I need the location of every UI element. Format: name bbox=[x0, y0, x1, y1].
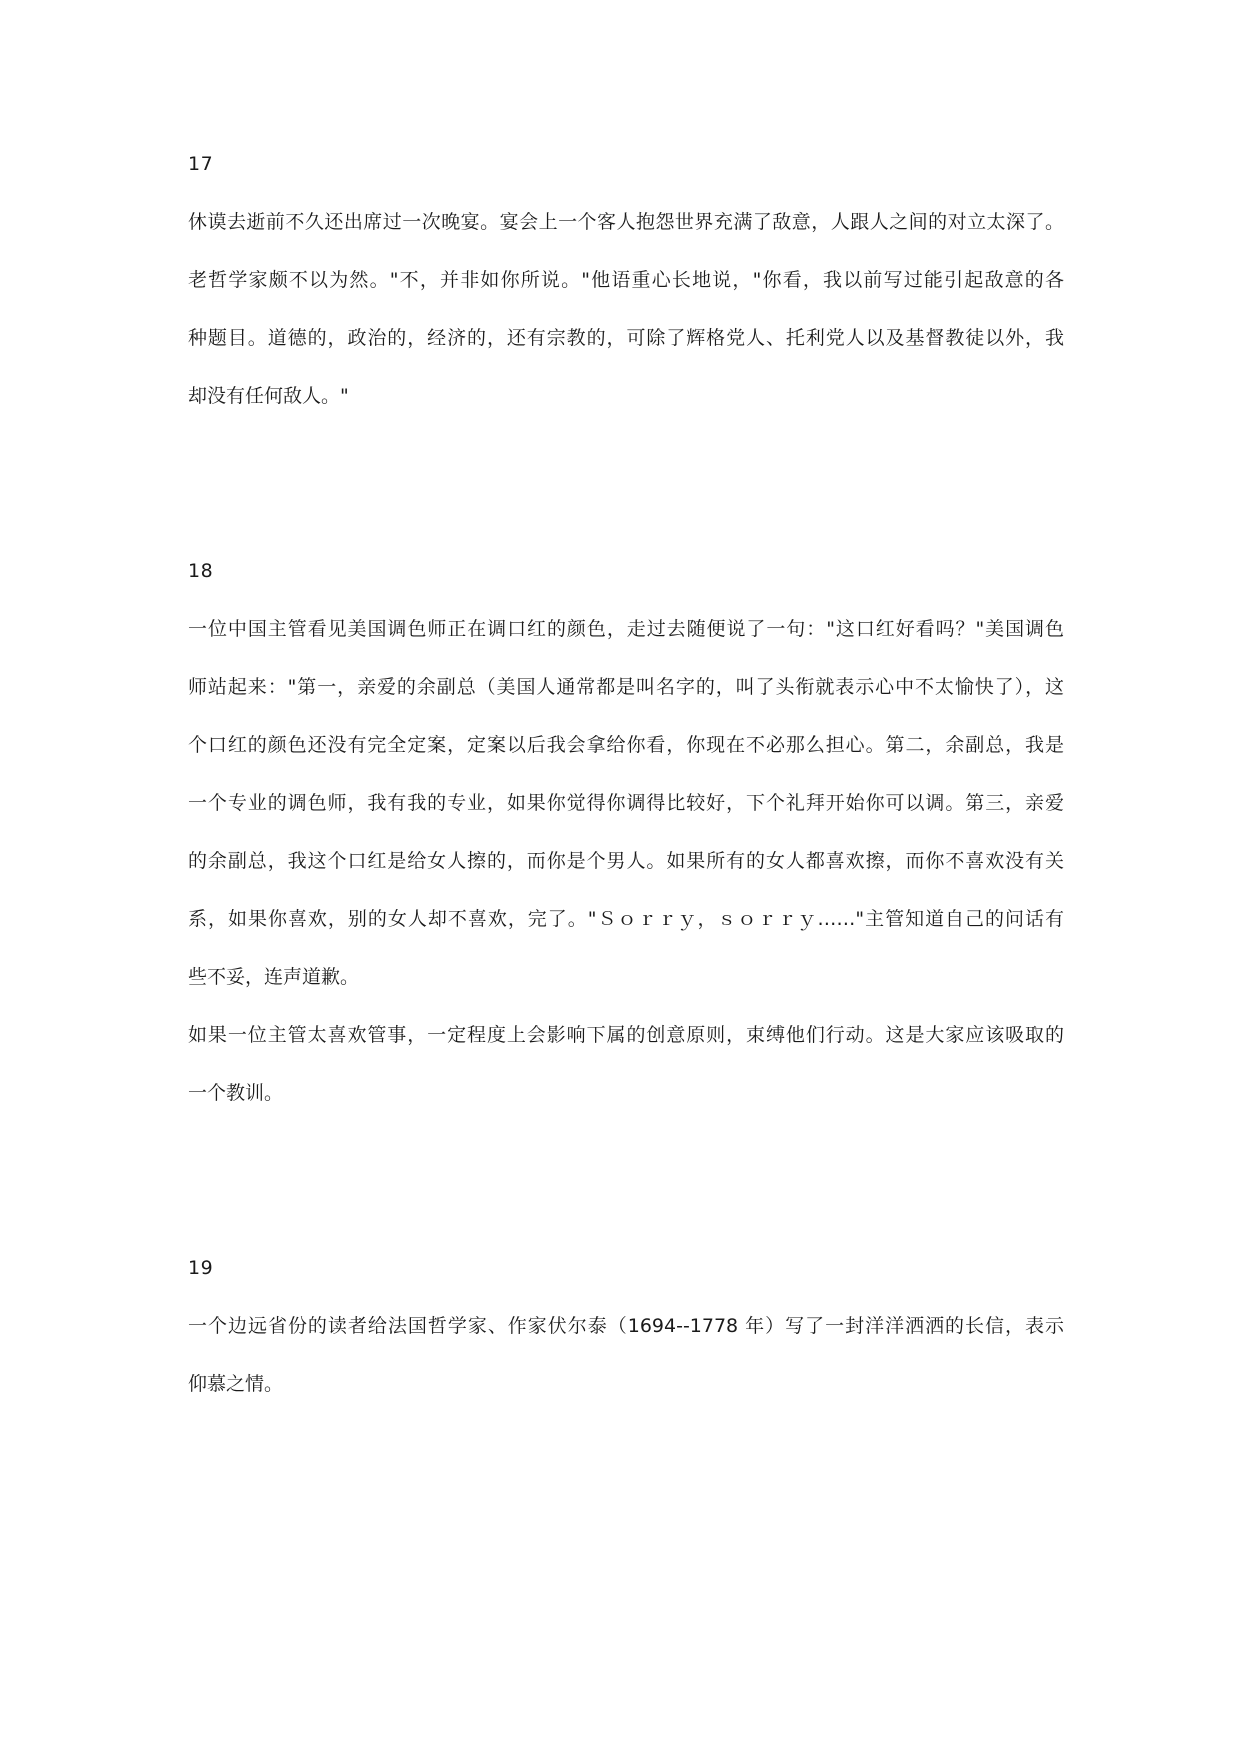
section-number-19: 19 bbox=[188, 1257, 214, 1279]
paragraph-line: 个口红的颜色还没有完全定案，定案以后我会拿给你看，你现在不必那么担心。第二，余副总，我是 bbox=[188, 734, 1064, 756]
paragraph-line: 休谟去逝前不久还出席过一次晚宴。宴会上一个客人抱怨世界充满了敌意，人跟人之间的对立太深了。 bbox=[188, 211, 1064, 233]
paragraph-line: 一个专业的调色师，我有我的专业，如果你觉得你调得比较好，下个礼拜开始你可以调。第三，亲爱 bbox=[188, 792, 1064, 814]
section-number-18: 18 bbox=[188, 560, 214, 582]
paragraph-line: 老哲学家颇不以为然。"不，并非如你所说。"他语重心长地说，"你看，我以前写过能引起敌意的各 bbox=[188, 269, 1064, 291]
paragraph-line: 一个边远省份的读者给法国哲学家、作家伏尔泰（1694--1778 年）写了一封洋洋洒洒的长信，表示 bbox=[188, 1315, 1064, 1337]
paragraph-line: 一个教训。 bbox=[188, 1082, 284, 1104]
paragraph-line: 些不妥，连声道歉。 bbox=[188, 966, 360, 988]
section-number-17: 17 bbox=[188, 153, 214, 175]
paragraph-line: 师站起来："第一，亲爱的余副总（美国人通常都是叫名字的，叫了头衔就表示心中不太愉快了），这 bbox=[188, 676, 1064, 698]
paragraph-line: 却没有任何敌人。" bbox=[188, 385, 349, 407]
paragraph-line: 如果一位主管太喜欢管事，一定程度上会影响下属的创意原则，束缚他们行动。这是大家应该吸取的 bbox=[188, 1024, 1064, 1046]
paragraph-line: 一位中国主管看见美国调色师正在调口红的颜色，走过去随便说了一句："这口红好看吗？"美国调色 bbox=[188, 618, 1064, 640]
paragraph-line: 系，如果你喜欢，别的女人却不喜欢，完了。"Ｓｏｒｒｙ，ｓｏｒｒｙ……"主管知道自己的问话有 bbox=[188, 908, 1064, 930]
paragraph-line: 种题目。道德的，政治的，经济的，还有宗教的，可除了辉格党人、托利党人以及基督教徒以外，我 bbox=[188, 327, 1064, 349]
paragraph-line: 的余副总，我这个口红是给女人擦的，而你是个男人。如果所有的女人都喜欢擦，而你不喜欢没有关 bbox=[188, 850, 1064, 872]
paragraph-line: 仰慕之情。 bbox=[188, 1373, 284, 1395]
